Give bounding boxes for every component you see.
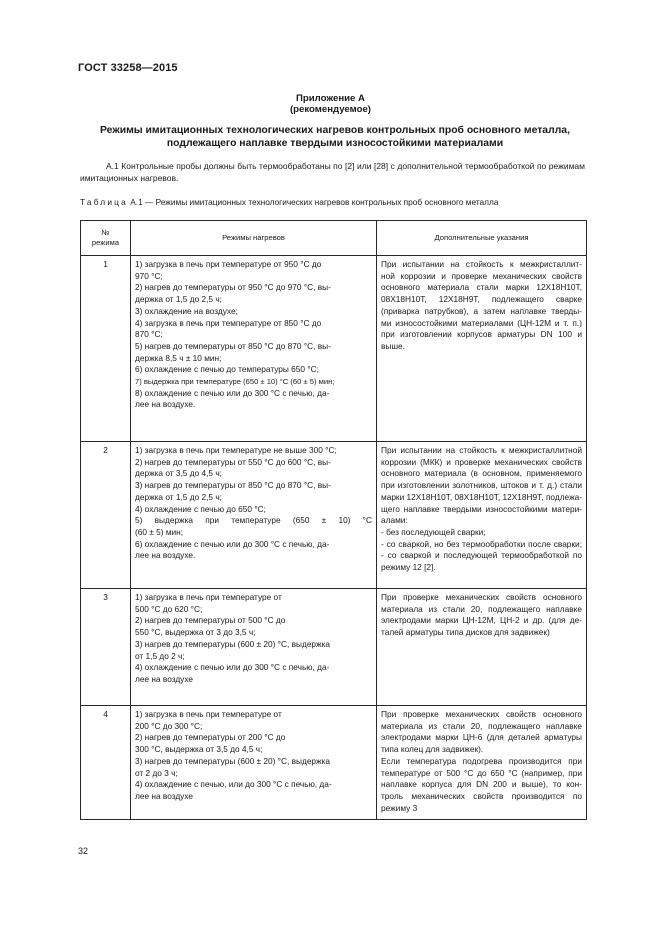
mode-step: 7) выдержка при температуре (650 ± 10) °С (60 ± 5) мин; <box>135 377 335 387</box>
mode-step: 2) нагрев до температуры от 550 °С до 600 °С, вы- <box>135 456 331 467</box>
mode-step: 970 °С; <box>135 270 163 281</box>
heating-modes-table <box>80 220 587 820</box>
table-caption-prefix: Таблица <box>80 197 128 207</box>
mode-step: 3) нагрев до температуры от 850 °С до 870 °С, вы- <box>135 480 331 491</box>
appendix-title-line: Приложение А <box>296 93 365 104</box>
note-line: - со сваркой, но без термообработки после сварки; <box>381 538 582 549</box>
note-line: температуре от 500 °С до 650 °С (например, при <box>381 767 582 778</box>
note-line: материала из стали 20, подлежащего наплавке <box>381 603 582 614</box>
table-row <box>81 589 587 706</box>
note-line: (приварка патрубков), а затем наплавке тверды- <box>381 305 582 316</box>
mode-notes <box>377 442 587 589</box>
note-line: при изготовлении золотников, штоков и т. д.) стали <box>381 480 582 491</box>
mode-step: (60 ± 5) мин; <box>135 526 184 537</box>
mode-step: 3) нагрев до температуры (600 ± 20) °С, выдержка <box>135 638 331 649</box>
header-mode-number-l1: № <box>101 228 110 237</box>
note-line: щего наплавке твердыми износостойкими матери- <box>381 503 582 514</box>
note-line: основного материала стали марки 12Х18Н10Т, <box>381 282 582 293</box>
heading-line-2: подлежащего наплавке твердыми износостойкими материалами <box>166 138 504 149</box>
mode-step: 3) охлаждение на воздухе; <box>135 305 238 316</box>
mode-step: лее на воздухе <box>135 673 193 684</box>
mode-steps <box>131 256 377 442</box>
mode-number: 4 <box>81 706 131 820</box>
note-line: коррозии (МКК) и проверке механических свойств <box>381 456 582 467</box>
mode-step: 300 °С, выдержка от 3,5 до 4,5 ч; <box>135 744 263 755</box>
mode-step: 3) нагрев до температуры (600 ± 20) °С, выдержка <box>135 755 331 766</box>
mode-step: лее на воздухе. <box>135 399 196 410</box>
mode-step: лее на воздухе <box>135 790 193 801</box>
mode-notes <box>377 706 587 820</box>
note-line: электродами марки ЦН-12М, ЦН-2 и др. (для де- <box>381 615 582 626</box>
mode-step: держка от 1,5 до 2,5 ч; <box>135 491 222 502</box>
note-line: марки 12Х18Н10Т, 08Х18Н10Т, 12Х18Н9Т, подлежа- <box>381 491 582 502</box>
mode-step: 2) нагрев до температуры от 950 °С до 970 °С, вы- <box>135 282 331 293</box>
note-line: - со сваркой и последующей термообработкой по <box>381 550 582 561</box>
mode-number: 2 <box>81 442 131 589</box>
note-line: алами: <box>381 515 408 526</box>
mode-step: 6) охлаждение с печью или до 300 °С с печью, да- <box>135 538 330 549</box>
mode-step: 1) загрузка в печь при температуре от 950 °С до <box>135 259 322 269</box>
mode-step: держка от 1,5 до 2,5 ч; <box>135 294 222 305</box>
mode-step: 1) загрузка в печь при температуре от <box>135 709 282 719</box>
mode-step: 500 °С до 620 °С; <box>135 603 203 614</box>
header-additional-notes: Дополнительные указания <box>377 221 587 256</box>
note-line: ми износостойкими материалами (ЦН-12М и т. п.) <box>381 317 582 328</box>
header-mode-number <box>81 221 131 256</box>
mode-notes <box>377 589 587 706</box>
table-caption-text: А.1 — Режимы имитационных технологических нагревов контрольных проб основного металла <box>130 197 499 207</box>
table-header-row <box>81 221 587 256</box>
mode-steps <box>131 442 377 589</box>
appendix-subtitle: (рекомендуемое) <box>289 104 371 115</box>
mode-step: 5) нагрев до температуры от 850 °С до 870 °С, вы- <box>135 340 331 351</box>
mode-step: 2) нагрев до температуры от 200 °С до <box>135 732 286 743</box>
mode-step: от 1,5 до 2 ч; <box>135 650 185 661</box>
note-line: основного материала (в основном, применяемого <box>381 468 582 479</box>
mode-step: 870 °С; <box>135 329 163 340</box>
note-line: электродами марки ЦН-6 (для деталей арматуры <box>381 732 582 743</box>
note-line: При проверке механических свойств основного <box>381 592 582 602</box>
appendix-title <box>0 93 661 115</box>
mode-step: 200 °С до 300 °С; <box>135 720 203 731</box>
section-heading <box>80 124 590 150</box>
note-line: При проверке механических свойств основного <box>381 709 582 719</box>
note-line: талей арматуры типа дисков для задвижек) <box>381 627 550 638</box>
note-line: материала из стали 20, подлежащего наплавке <box>381 720 582 731</box>
note-line: При испытании на стойкость к межкристаллитной <box>381 445 582 455</box>
standard-number: ГОСТ 33258—2015 <box>78 62 178 74</box>
mode-step: 6) охлаждение с печью до температуры 650 °С; <box>135 364 319 375</box>
table-row <box>81 706 587 820</box>
mode-step: 550 °С, выдержка от 3 до 3,5 ч; <box>135 627 256 638</box>
note-line: наплавке корпуса для DN 200 и выше), то кон- <box>381 779 582 790</box>
heading-line-1: Режимы имитационных технологических нагревов контрольных проб основного металла, <box>100 125 570 136</box>
note-line: - без последующей сварки; <box>381 526 486 537</box>
note-line: типа колец для задвижек). <box>381 744 484 755</box>
mode-number: 1 <box>81 256 131 442</box>
note-line: при изготовлении корпусов арматуры DN 100 и <box>381 329 582 340</box>
note-line: При испытании на стойкость к межкристаллит- <box>381 259 582 269</box>
note-line: режиму 3 <box>381 802 418 813</box>
intro-paragraph: А.1 Контрольные пробы должны быть термообработаны по [2] или [28] с дополнительной термообработкой по режимам имитационных нагревов. <box>80 161 585 183</box>
mode-step: 4) охлаждение с печью или до 300 °С с печью, да- <box>135 662 330 673</box>
header-mode-number-l2: режима <box>91 238 120 247</box>
page-number: 32 <box>78 846 89 856</box>
mode-step: держка от 3,5 до 4,5 ч; <box>135 468 222 479</box>
note-line: Если температура подогрева производится при <box>381 755 582 766</box>
mode-step: 4) загрузка в печь при температуре от 850 °С до <box>135 317 322 328</box>
table-row <box>81 442 587 589</box>
table-caption <box>80 197 498 208</box>
table-row <box>81 256 587 442</box>
mode-steps <box>131 589 377 706</box>
note-line: ной коррозии и проверке механических свойств <box>381 270 582 281</box>
note-line: выше. <box>381 340 405 351</box>
mode-step: 1) загрузка в печь при температуре от <box>135 592 282 602</box>
mode-step: от 2 до 3 ч; <box>135 767 178 778</box>
mode-step: 5) выдержка при температуре (650 ± 10) °С <box>135 515 372 526</box>
mode-step: 4) охлаждение с печью до 650 °С; <box>135 503 266 514</box>
mode-step: 1) загрузка в печь при температуре не выше 300 °С; <box>135 445 337 455</box>
mode-step: держка 8,5 ч ± 10 мин; <box>135 352 222 363</box>
mode-step: 2) нагрев до температуры от 500 °С до <box>135 615 286 626</box>
mode-step: 4) охлаждение с печью, или до 300 °С с печью, да- <box>135 779 332 790</box>
mode-number: 3 <box>81 589 131 706</box>
note-line: режиму 12 [2]. <box>381 562 436 573</box>
mode-step: лее на воздухе. <box>135 550 196 561</box>
note-line: троль механических свойств производится по <box>381 790 582 801</box>
header-heating-modes: Режимы нагревов <box>131 221 377 256</box>
note-line: 08Х18Н10Т, 12Х18Н9Т, подлежащего сварке <box>381 294 582 305</box>
mode-steps <box>131 706 377 820</box>
mode-notes <box>377 256 587 442</box>
mode-step: 8) охлаждение с печью или до 300 °С с печью, да- <box>135 387 330 398</box>
